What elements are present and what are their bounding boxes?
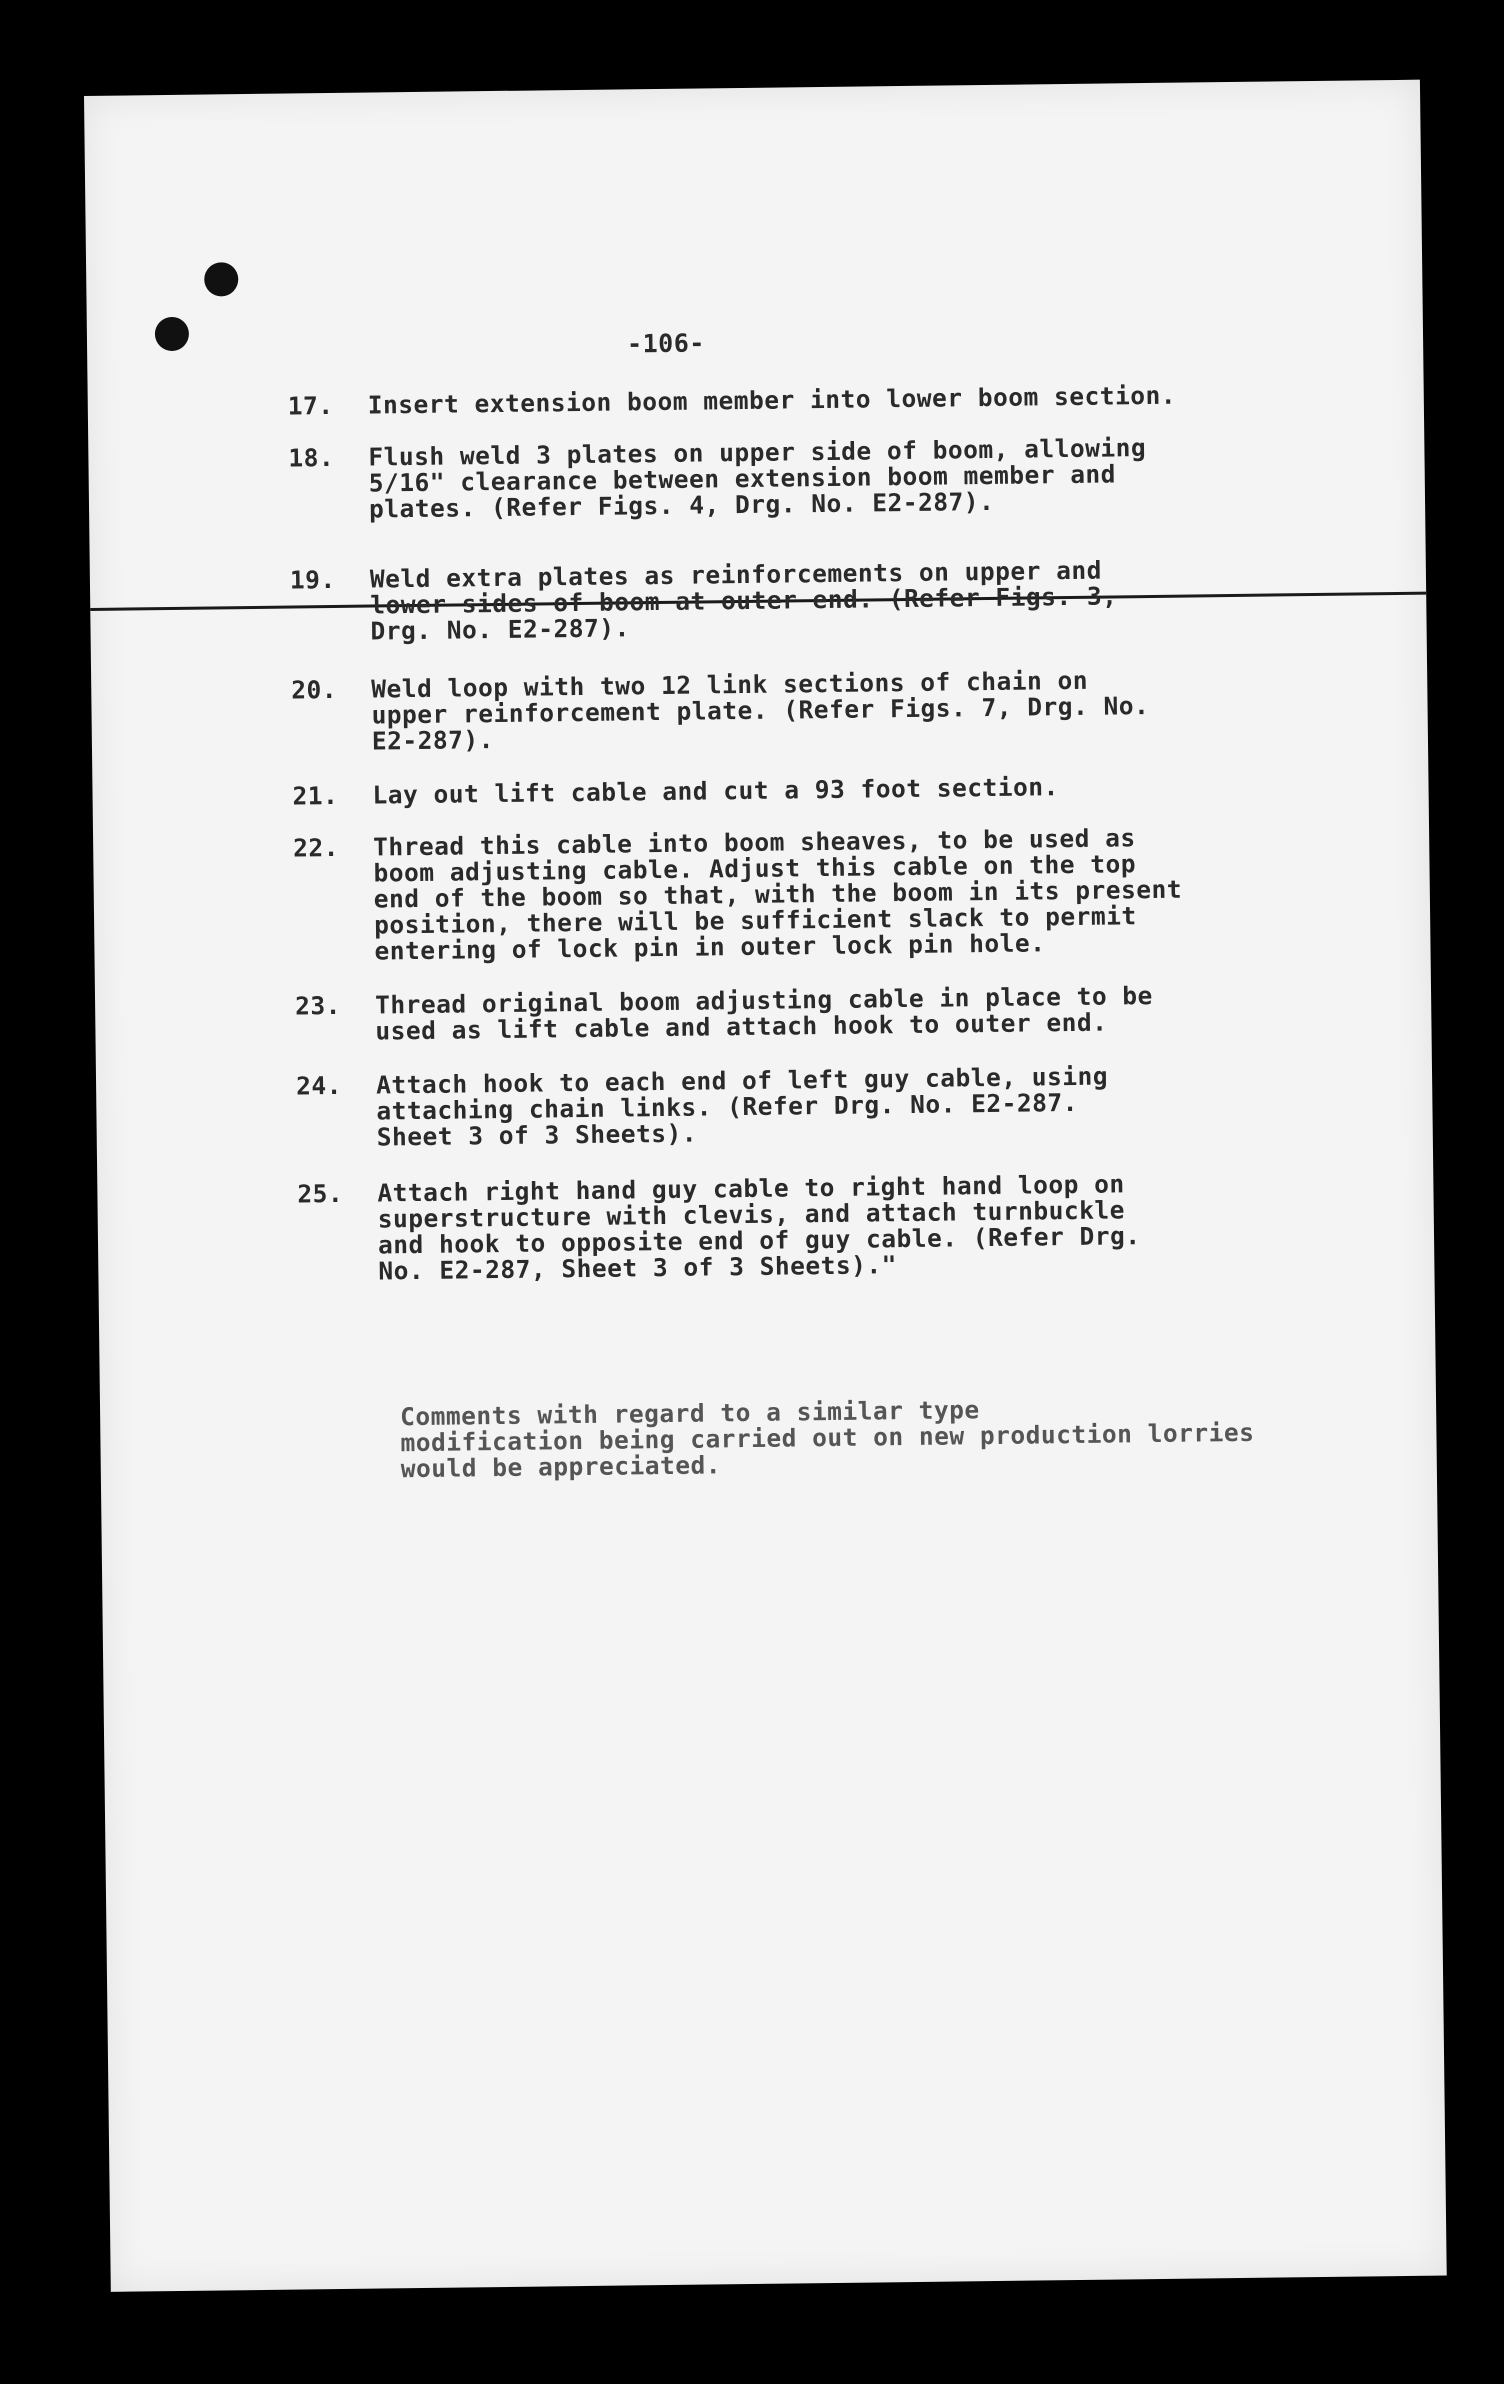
list-item	[297, 1169, 1358, 1286]
item-number: 21.	[292, 780, 339, 811]
list-item	[295, 1061, 1357, 1152]
item-text: Flush weld 3 plates on upper side of boom, allowing 5/16" clearance between extension boom member and plates. (Refer Figs. 4, Drg. No. E2-287).	[368, 433, 1147, 524]
item-number: 17.	[287, 390, 334, 421]
item-number: 23.	[294, 990, 342, 1021]
item-text: Weld extra plates as reinforcements on upper and lower sides of boom at outer end. (Refer Figs. 3, Drg. No. E2-287).	[369, 555, 1118, 646]
item-text: Insert extension boom member into lower boom section.	[367, 380, 1177, 420]
document-page	[84, 80, 1447, 2292]
list-item	[288, 433, 1349, 524]
item-text: Thread this cable into boom sheaves, to be used as boom adjusting cable. Adjust this cable on the top end of the boom so that, with the boom in its present position, there will be sufficient slack to permit entering of lock pin in outer lock pin hole.	[373, 823, 1183, 966]
list-item	[289, 555, 1351, 646]
item-number: 18.	[288, 442, 335, 473]
punch-hole	[155, 317, 189, 351]
item-number: 24.	[295, 1070, 343, 1101]
item-text: Weld loop with two 12 link sections of chain on upper reinforcement plate. (Refer Figs. 7, Drg. No. E2-287).	[371, 665, 1150, 756]
item-number: 25.	[297, 1178, 344, 1209]
list-item	[294, 981, 1356, 1046]
closing-paragraph: Comments with regard to a similar type modification being carried out on new production lorries would be appreciated.	[399, 1395, 1255, 1484]
list-item	[287, 380, 1348, 421]
item-text: Attach hook to each end of left guy cable, using attaching chain links. (Refer Drg. No. E2-287. Sheet 3 of 3 Sheets).	[375, 1061, 1109, 1152]
list-item	[292, 771, 1352, 811]
item-number: 20.	[291, 674, 338, 705]
item-number: 19.	[289, 564, 336, 595]
item-text: Lay out lift cable and cut a 93 foot section.	[372, 772, 1059, 810]
item-text: Attach right hand guy cable to right hand loop on superstructure with clevis, and attach turnbuckle and hook to opposite end of guy cable. (Refer Drg. No. E2-287, Sheet 3 of 3 Sheets)."	[377, 1169, 1141, 1286]
item-number: 22.	[293, 832, 340, 863]
item-text: Thread original boom adjusting cable in place to be used as lift cable and attach hook to outer end.	[374, 981, 1154, 1046]
punch-hole	[204, 262, 238, 296]
list-item	[291, 665, 1352, 756]
list-item	[293, 823, 1355, 966]
page-number: -106-	[626, 328, 706, 359]
